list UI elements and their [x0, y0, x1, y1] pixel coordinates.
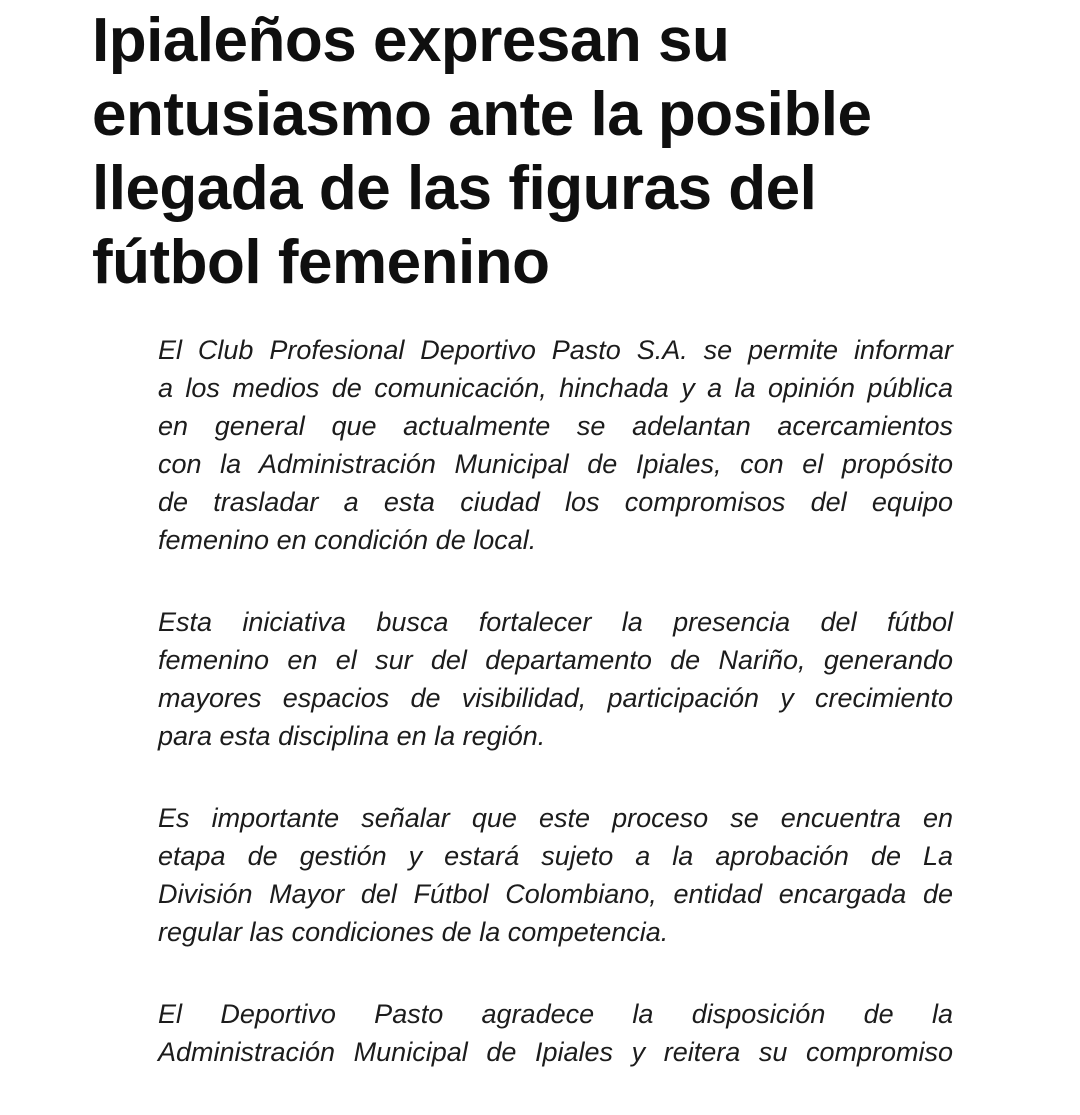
press-release-body: [158, 331, 953, 1115]
paragraph-1-line-2: a los medios de comunicación, hinchada y a la opinión pública: [158, 373, 953, 403]
paragraph-1-line-3: en general que actualmente se adelantan acercamientos: [158, 411, 953, 441]
paragraph-2-line-1: Esta iniciativa busca fortalecer la presencia del fútbol: [158, 607, 953, 637]
paragraph-1-line-6: femenino en condición de local.: [158, 525, 537, 555]
paragraph-2-line-4: para esta disciplina en la región.: [158, 721, 546, 751]
paragraph-3: [158, 799, 953, 951]
headline-line-3: llegada de las figuras del: [92, 154, 817, 223]
page-title: [92, 0, 871, 300]
paragraph-4-line-2: Administración Municipal de Ipiales y reitera su compromiso: [158, 1037, 953, 1067]
paragraph-2-line-3: mayores espacios de visibilidad, participación y crecimiento: [158, 683, 953, 713]
paragraph-3-line-1: Es importante señalar que este proceso se encuentra en: [158, 803, 953, 833]
paragraph-1-line-4: con la Administración Municipal de Ipiales, con el propósito: [158, 449, 953, 479]
paragraph-4: [158, 995, 953, 1071]
headline-line-4: fútbol femenino: [92, 228, 550, 297]
paragraph-2-line-2: femenino en el sur del departamento de Nariño, generando: [158, 645, 953, 675]
paragraph-3-line-4: regular las condiciones de la competencia.: [158, 917, 669, 947]
paragraph-1-line-5: de trasladar a esta ciudad los compromisos del equipo: [158, 487, 953, 517]
paragraph-1-line-1: El Club Profesional Deportivo Pasto S.A. se permite informar: [158, 335, 953, 365]
paragraph-2: [158, 603, 953, 755]
paragraph-3-line-3: División Mayor del Fútbol Colombiano, entidad encargada de: [158, 879, 953, 909]
paragraph-3-line-2: etapa de gestión y estará sujeto a la aprobación de La: [158, 841, 953, 871]
headline-line-2: entusiasmo ante la posible: [92, 80, 872, 149]
paragraph-1: [158, 331, 953, 559]
headline-line-1: Ipialeños expresan su: [92, 6, 730, 75]
paragraph-4-line-1: El Deportivo Pasto agradece la disposición de la: [158, 999, 953, 1029]
